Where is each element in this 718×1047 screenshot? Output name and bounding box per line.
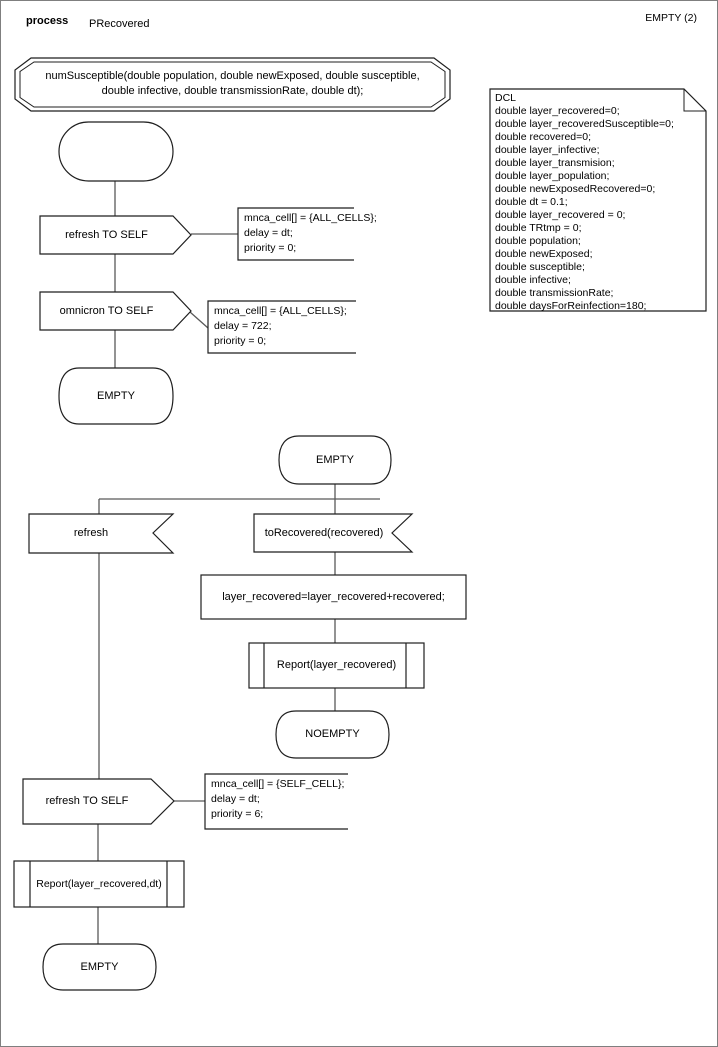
dcl-line: double infective; bbox=[495, 274, 571, 286]
process-name: PRecovered bbox=[89, 18, 150, 30]
output-refresh-label: refresh TO SELF bbox=[65, 228, 148, 241]
note-refresh-self-text bbox=[211, 777, 344, 822]
output-refresh-self-label: refresh TO SELF bbox=[45, 795, 129, 807]
dcl-declarations bbox=[495, 92, 674, 313]
note-omnicron-text bbox=[214, 304, 347, 349]
process-kind-label: process bbox=[26, 15, 69, 27]
dcl-line: double population; bbox=[495, 235, 581, 247]
note-line: delay = dt; bbox=[244, 227, 293, 239]
signature-line-1: numSusceptible(double population, double newExposed, double susceptible, bbox=[45, 70, 420, 82]
state-noempty-label: NOEMPTY bbox=[305, 728, 360, 740]
procedure-report-label: Report(layer_recovered) bbox=[276, 659, 397, 671]
note-line: mnca_cell[] = {ALL_CELLS}; bbox=[244, 212, 377, 224]
state-empty-2-label: EMPTY bbox=[316, 453, 354, 466]
note-line: mnca_cell[] = {SELF_CELL}; bbox=[211, 778, 345, 790]
dcl-line: double layer_recoveredSusceptible=0; bbox=[495, 118, 674, 130]
task-label: layer_recovered=layer_recovered+recovered; bbox=[222, 590, 445, 603]
input-torecovered-label: toRecovered(recovered) bbox=[264, 526, 384, 539]
start-symbol bbox=[59, 122, 173, 181]
note-line: delay = dt; bbox=[211, 793, 260, 805]
dcl-line: double layer_transmision; bbox=[495, 157, 615, 169]
note-line: priority = 0; bbox=[214, 335, 267, 347]
note-line: priority = 0; bbox=[244, 242, 297, 254]
dcl-line: double layer_recovered = 0; bbox=[495, 209, 626, 221]
dcl-line: double daysForReinfection=180; bbox=[495, 300, 647, 312]
dcl-line: double layer_recovered=0; bbox=[495, 105, 620, 117]
dcl-line: double newExposedRecovered=0; bbox=[495, 183, 656, 195]
dcl-line: double layer_population; bbox=[495, 170, 610, 182]
input-refresh-label: refresh bbox=[73, 527, 109, 539]
dcl-line: DCL bbox=[495, 92, 517, 104]
note-line: mnca_cell[] = {ALL_CELLS}; bbox=[214, 305, 347, 317]
signature-line-2: double infective, double transmissionRate, double dt); bbox=[101, 85, 364, 97]
state-empty-3-label: EMPTY bbox=[80, 960, 119, 973]
procedure-report-dt-label: Report(layer_recovered,dt) bbox=[36, 877, 162, 890]
note-refresh-text bbox=[244, 211, 377, 256]
note-line: priority = 6; bbox=[211, 808, 264, 820]
page-ref-label: EMPTY (2) bbox=[645, 12, 697, 24]
dcl-line: double transmissionRate; bbox=[495, 287, 614, 299]
dcl-line: double dt = 0.1; bbox=[495, 196, 568, 208]
output-omnicron-label: omnicron TO SELF bbox=[59, 304, 154, 317]
dcl-line: double newExposed; bbox=[495, 248, 593, 260]
state-empty-1-label: EMPTY bbox=[97, 389, 135, 402]
signature-text bbox=[15, 60, 450, 108]
dcl-line: double susceptible; bbox=[495, 261, 585, 273]
dcl-line: double TRtmp = 0; bbox=[495, 222, 582, 234]
dcl-line: double layer_infective; bbox=[495, 144, 600, 156]
note-line: delay = 722; bbox=[214, 320, 272, 332]
dcl-line: double recovered=0; bbox=[495, 131, 592, 143]
